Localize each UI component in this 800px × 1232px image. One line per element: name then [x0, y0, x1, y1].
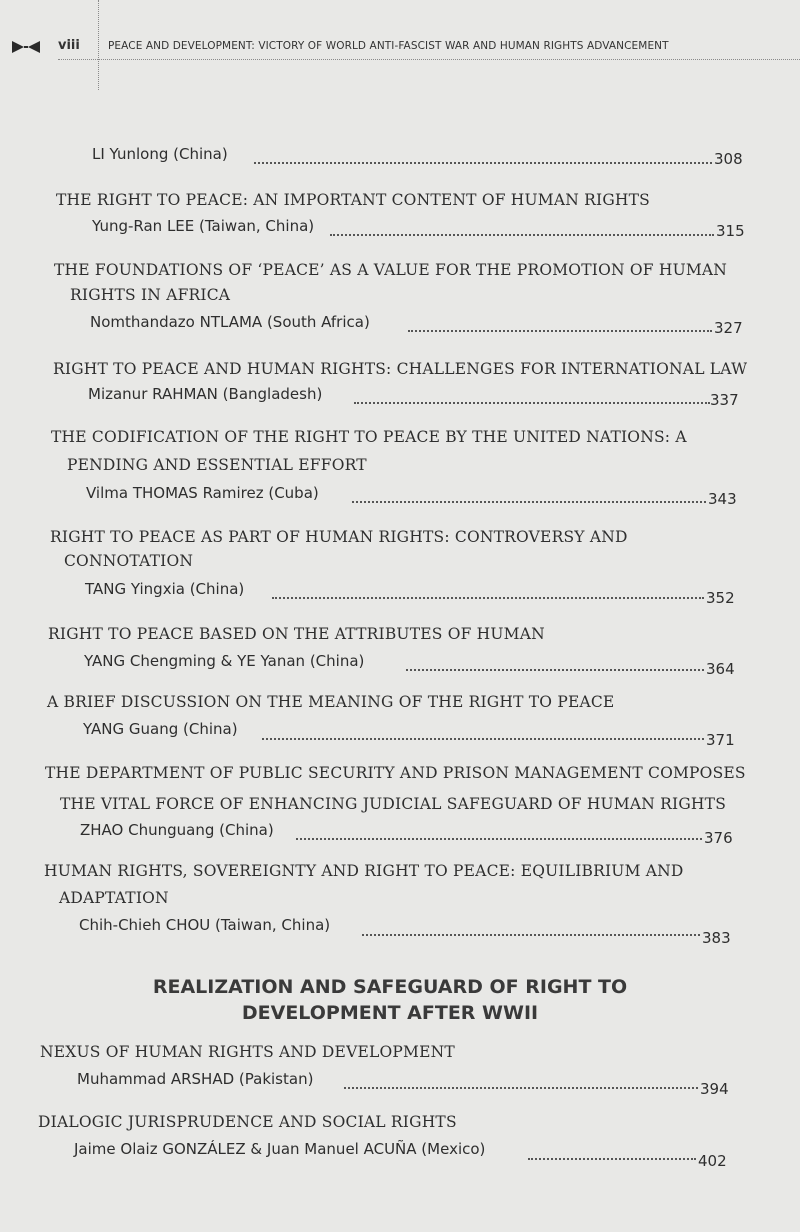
dot-leader: [362, 920, 700, 936]
toc-entry-author: Yung-Ran LEE (Taiwan, China): [92, 217, 315, 235]
toc-entry-author: YANG Guang (China): [83, 720, 238, 738]
dot-leader: [528, 1144, 696, 1160]
toc-entry-author: Chih-Chieh CHOU (Taiwan, China): [79, 916, 331, 934]
toc-entry-title: CONNOTATION: [64, 552, 194, 570]
toc-entry-title: A BRIEF DISCUSSION ON THE MEANING OF THE RIGHT TO PEACE: [47, 693, 615, 711]
toc-entry-author: Vilma THOMAS Ramirez (Cuba): [86, 484, 319, 502]
toc-entry-page: 376: [704, 829, 733, 847]
toc-entry-title: THE VITAL FORCE OF ENHANCING JUDICIAL SAFEGUARD OF HUMAN RIGHTS: [60, 795, 727, 813]
toc-entry-page: 337: [710, 391, 739, 409]
dot-leader: [272, 583, 704, 599]
toc-entry-author: Mizanur RAHMAN (Bangladesh): [88, 385, 323, 403]
toc-entry-title: DIALOGIC JURISPRUDENCE AND SOCIAL RIGHTS: [38, 1113, 457, 1131]
toc-entry-title: RIGHT TO PEACE AS PART OF HUMAN RIGHTS: CONTROVERSY AND: [50, 528, 628, 546]
toc-entry-title: PENDING AND ESSENTIAL EFFORT: [67, 456, 367, 474]
header-divider-vertical: [98, 0, 99, 90]
toc-entry-page: 327: [714, 319, 743, 337]
toc-entry-author: TANG Yingxia (China): [85, 580, 245, 598]
toc-entry-author: YANG Chengming & YE Yanan (China): [84, 652, 365, 670]
page-number: viii: [58, 38, 80, 53]
running-header: [0, 30, 800, 60]
dot-leader: [262, 724, 704, 740]
publisher-logo-icon: [12, 40, 48, 54]
toc-entry-author: Nomthandazo NTLAMA (South Africa): [90, 313, 370, 331]
header-divider-horizontal: [58, 59, 800, 60]
toc-entry-title: HUMAN RIGHTS, SOVEREIGNTY AND RIGHT TO PEACE: EQUILIBRIUM AND: [44, 862, 684, 880]
toc-entry-title: THE CODIFICATION OF THE RIGHT TO PEACE BY THE UNITED NATIONS: A: [51, 428, 687, 446]
toc-entry-author: LI Yunlong (China): [92, 145, 228, 163]
toc-entry-title: RIGHTS IN AFRICA: [70, 286, 231, 304]
dot-leader: [254, 148, 712, 164]
dot-leader: [330, 220, 714, 236]
toc-entry-title: THE FOUNDATIONS OF ‘PEACE’ AS A VALUE FOR THE PROMOTION OF HUMAN: [54, 261, 728, 279]
toc-entry-title: THE DEPARTMENT OF PUBLIC SECURITY AND PRISON MANAGEMENT COMPOSES: [45, 764, 746, 782]
toc-entry-page: 402: [698, 1152, 727, 1170]
dot-leader: [344, 1073, 698, 1089]
section-heading-line: REALIZATION AND SAFEGUARD OF RIGHT TO: [152, 976, 628, 998]
toc-entry-author: Muhammad ARSHAD (Pakistan): [77, 1070, 314, 1088]
toc-entry-page: 394: [700, 1080, 729, 1098]
running-title: PEACE AND DEVELOPMENT: VICTORY OF WORLD ANTI-FASCIST WAR AND HUMAN RIGHTS ADVANCEMENT: [108, 40, 669, 52]
dot-leader: [352, 487, 706, 503]
toc-entry-page: 343: [708, 490, 737, 508]
toc-entry-author: Jaime Olaiz GONZÁLEZ & Juan Manuel ACUÑA (Mexico): [74, 1140, 486, 1158]
dot-leader: [406, 655, 704, 671]
toc-entry-author: ZHAO Chunguang (China): [80, 821, 274, 839]
toc-entry-page: 383: [702, 929, 731, 947]
toc-entry-title: RIGHT TO PEACE BASED ON THE ATTRIBUTES OF HUMAN: [48, 625, 545, 643]
toc-entry-page: 364: [706, 660, 735, 678]
toc-entry-page: 371: [706, 731, 735, 749]
toc-entry-title: RIGHT TO PEACE AND HUMAN RIGHTS: CHALLENGES FOR INTERNATIONAL LAW: [53, 360, 748, 378]
toc-entry-title: THE RIGHT TO PEACE: AN IMPORTANT CONTENT OF HUMAN RIGHTS: [56, 191, 650, 209]
section-heading-line: DEVELOPMENT AFTER WWII: [241, 1002, 539, 1024]
dot-leader: [408, 316, 712, 332]
dot-leader: [296, 824, 702, 840]
toc-entry-page: 315: [716, 222, 745, 240]
toc-entry-title: NEXUS OF HUMAN RIGHTS AND DEVELOPMENT: [40, 1043, 455, 1061]
dot-leader: [354, 388, 710, 404]
toc-entry-page: 352: [706, 589, 735, 607]
section-heading: [0, 974, 780, 1026]
toc-entry-title: ADAPTATION: [59, 889, 169, 907]
toc-entry-page: 308: [714, 150, 743, 168]
